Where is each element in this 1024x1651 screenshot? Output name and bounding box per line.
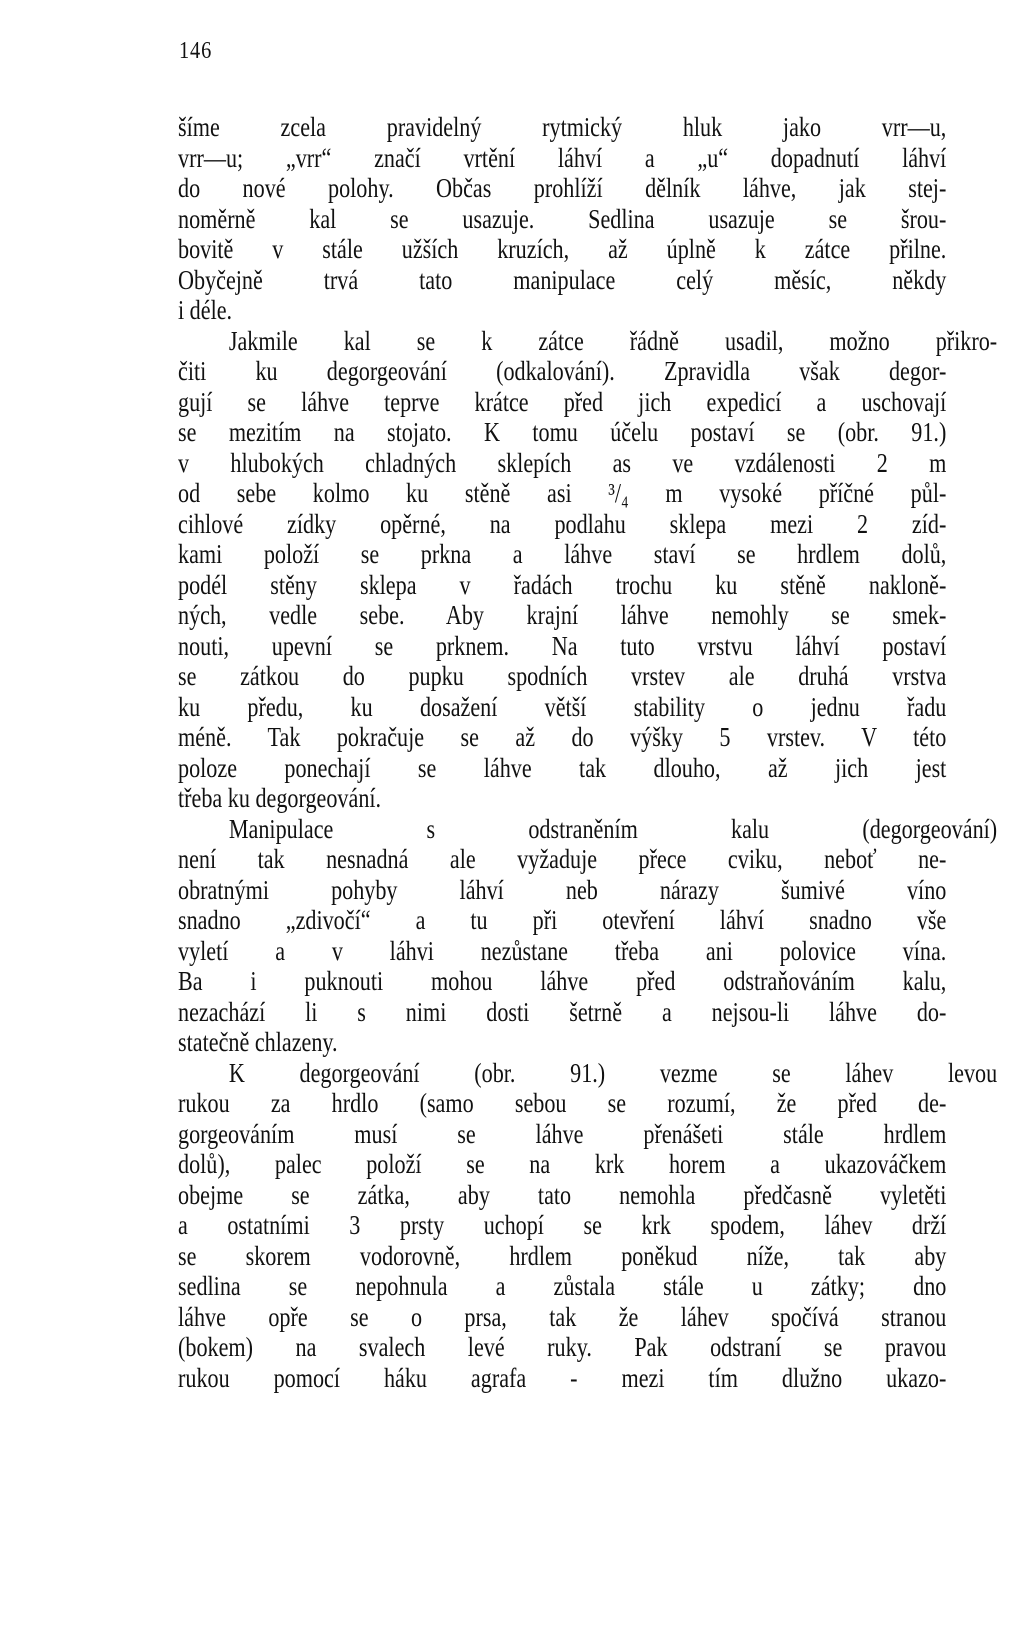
text-line: ku předu, ku dosažení větší stability o jednu řadu <box>178 691 947 722</box>
text-line: rukou za hrdlo (samo sebou se rozumí, že před de- <box>178 1088 947 1118</box>
text-line: kami položí se prkna a láhve staví se hrdlem dolů, <box>178 539 947 569</box>
text-line: dolů), palec položí se na krk horem a ukazováčkem <box>178 1149 947 1179</box>
text-line: a ostatními 3 prsty uchopí se krk spodem, láhev drží <box>178 1210 947 1240</box>
text-line: obratnými pohyby láhví neb nárazy šumivé víno <box>178 874 947 905</box>
text-line: obejme se zátka, aby tato nemohla předčasně vyletěti <box>178 1179 947 1210</box>
text-line: třeba ku degorgeování. <box>178 783 382 813</box>
text-line: cihlové zídky opěrné, na podlahu sklepa mezi 2 zíd- <box>178 508 947 539</box>
text-line: snadno „zdivočí“ a tu při otevření láhví snadno vše <box>178 905 947 935</box>
text-line: není tak nesnadná ale vyžaduje přece cviku, neboť ne- <box>178 844 947 874</box>
text-line: nezachází li s nimi dosti šetrně a nejsou-li láhve do- <box>178 996 947 1027</box>
text-line: noměrně kal se usazuje. Sedlina usazuje se šrou- <box>178 203 947 234</box>
text-line: se zátkou do pupku spodních vrstev ale druhá vrstva <box>178 661 947 691</box>
text-line: bovitě v stále užších kruzích, až úplně k zátce přilne. <box>178 234 947 264</box>
text-line: K degorgeování (obr. 91.) vezme se láhev levou <box>228 1057 998 1088</box>
text-line: méně. Tak pokračuje se až do výšky 5 vrstev. V této <box>178 722 947 752</box>
text-line: rukou pomocí háku agrafa - mezi tím dlužno ukazo- <box>178 1362 947 1393</box>
page-number: 146 <box>179 38 213 64</box>
text-line: sedlina se nepohnula a zůstala stále u zátky; dno <box>178 1271 947 1301</box>
text-line: vrr—u; „vrr“ značí vrtění láhví a „u“ dopadnutí láhví <box>178 142 947 173</box>
text-line: Jakmile kal se k zátce řádně usadil, možno přikro- <box>228 325 998 356</box>
text-line: se skorem vodorovně, hrdlem poněkud níže, tak aby <box>178 1240 947 1271</box>
text-line: šíme zcela pravidelný rytmický hluk jako vrr—u, <box>178 112 947 142</box>
text-line: čiti ku degorgeování (odkalování). Zpravidla však degor- <box>178 356 947 386</box>
text-line: Manipulace s odstraněním kalu (degorgeování) <box>228 813 998 844</box>
text-line: gorgeováním musí se láhve přenášeti stále hrdlem <box>178 1118 947 1149</box>
text-line: (bokem) na svalech levé ruky. Pak odstraní se pravou <box>178 1332 947 1362</box>
text-line: poloze ponechají se láhve tak dlouho, až jich jest <box>178 752 947 783</box>
text-line: do nové polohy. Občas prohlíží dělník láhve, jak stej- <box>178 173 947 203</box>
text-line: statečně chlazeny. <box>178 1027 338 1057</box>
text-line: nouti, upevní se prknem. Na tuto vrstvu láhví postaví <box>178 630 947 661</box>
text-line: Ba i puknouti mohou láhve před odstraňováním kalu, <box>178 966 947 996</box>
text-line: vyletí a v láhvi nezůstane třeba ani polovice vína. <box>178 935 947 966</box>
text-line: Obyčejně trvá tato manipulace celý měsíc, někdy <box>178 264 947 295</box>
text-line: gují se láhve teprve krátce před jich expedicí a uschovají <box>178 386 947 417</box>
text-line: podél stěny sklepa v řadách trochu ku stěně nakloně- <box>178 569 947 600</box>
text-line: se mezitím na stojato. K tomu účelu postaví se (obr. 91.) <box>178 417 947 447</box>
text-line: i déle. <box>178 295 233 325</box>
body-text <box>178 112 998 1393</box>
text-line: v hlubokých chladných sklepích as ve vzdálenosti 2 m <box>178 447 947 478</box>
text-line: láhve opře se o prsa, tak že láhev spočívá stranou <box>178 1301 947 1332</box>
text-line: ných, vedle sebe. Aby krajní láhve nemohly se smek- <box>178 600 947 630</box>
text-line: od sebe kolmo ku stěně asi ³/₄ m vysoké příčné půl- <box>178 478 947 508</box>
